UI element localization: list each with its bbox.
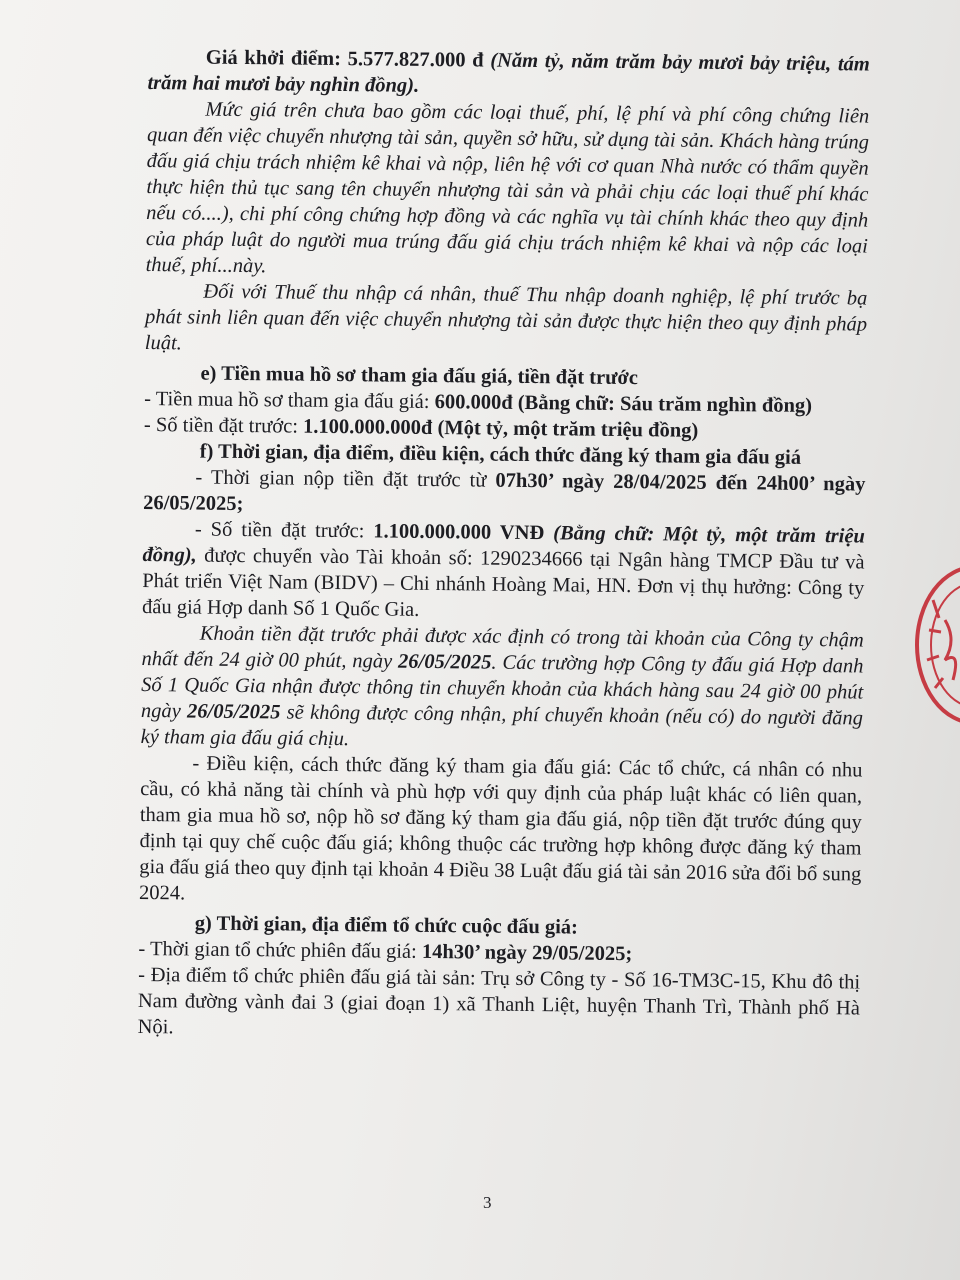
deposit-note-part-3: sẽ không được công nhận, phí chuyển khoản (nếu có) do người đăng ký tham gia đấu giá chịu. [140, 701, 864, 751]
deposit-note-date-1: 26/05/2025 [397, 650, 492, 674]
file-fee-value: 600.000đ (Bằng chữ: Sáu trăm nghìn đồng) [434, 391, 813, 417]
auction-time-value: 14h30’ ngày 29/05/2025; [421, 940, 633, 966]
auction-time-label: - Thời gian tổ chức phiên đấu giá: [138, 937, 417, 963]
auction-place-line: - Địa điểm tổ chức phiên đấu giá tài sản: Trụ sở Công ty - Số 16-TM3C-15, Khu đô thị Nam đường vành đai 3 (giai đoạn 1) xã Thanh Liệt, huyện Thanh Trì, Thành phố Hà Nội. [137, 963, 861, 1039]
deposit-note-part-2: . Các trường hợp Công ty đấu giá Hợp danh Số 1 Quốc Gia nhận được thông tin chuyển khoản của khách hàng sau 24 giờ 00 phút ngày [140, 651, 864, 723]
tax-paragraph [146, 96, 870, 286]
deposit-account-paragraph [142, 516, 865, 628]
deposit-account-details: được chuyển vào Tài khoản số: 1290234666 tại Ngân hàng TMCP Đầu tư và Phát triển Việt Nam (BIDV) – Chi nhánh Hoàng Mai, HN. Đơn vị thụ hưởng: Công ty đấu giá Hợp danh Số 1 Quốc Gia. [141, 544, 865, 621]
deposit-time-paragraph [143, 464, 866, 524]
start-price-label: Giá khởi điểm: [205, 46, 342, 71]
deposit-account-label: - Số tiền đặt trước: [194, 518, 365, 543]
deposit-label: - Số tiền đặt trước: [143, 413, 299, 438]
section-f-heading: f) Thời gian, địa điểm, điều kiện, cách thức đăng ký tham gia đấu giá [199, 440, 802, 469]
page-number: 3 [483, 1193, 492, 1212]
deposit-note-part-1: Khoản tiền đặt trước phải được xác định có trong tài khoản của Công ty chậm nhất đến 24 giờ 00 phút, ngày [141, 622, 864, 673]
document-body [138, 40, 870, 1048]
deposit-note-paragraph [141, 620, 864, 758]
deposit-account-amount: 1.100.000.000 VNĐ [373, 520, 545, 545]
section-g-heading: g) Thời gian, địa điểm tổ chức cuộc đấu giá: [194, 912, 579, 939]
deposit-time-label: - Thời gian nộp tiền đặt trước từ [195, 466, 487, 492]
deposit-value: 1.100.000.000đ (Một tỷ, một trăm triệu đồng) [303, 415, 699, 442]
start-price-amount: 5.577.827.000 đ [347, 48, 484, 72]
income-tax-text: Đối với Thuế thu nhập cá nhân, thuế Thu nhập doanh nghiệp, lệ phí trước bạ phát sinh liên quan đến việc chuyển nhượng tài sản được thực hiện theo quy định pháp luật. [144, 280, 868, 355]
income-tax-paragraph [145, 278, 868, 364]
red-seal-stamp [905, 560, 960, 730]
tax-text: Mức giá trên chưa bao gồm các loại thuế, phí, lệ phí và phí công chứng liên quan đến việc chuyển nhượng tài sản, quyền sở hữu, sử dụng tài sản. Khách hàng trúng đấu giá chịu trách nhiệm kê khai và nộp, liên hệ với cơ quan Nhà nước có thẩm quyền thực hiện thủ tục sang tên chuyển nhượng tài sản và phải chịu các loại thuế phí khác nếu có....), chi phí công chứng hợp đồng và các nghĩa vụ tài chính khác theo quy định của pháp luật do người mua trúng đấu giá chịu trách nhiệm kê khai và nộp các loại thuế, phí...này. [145, 98, 870, 278]
start-price-paragraph [147, 44, 870, 104]
section-e-heading: e) Tiền mua hồ sơ tham gia đấu giá, tiền đặt trước [200, 362, 639, 390]
deposit-time-value: 07h30’ ngày 28/04/2025 đến 24h00’ ngày 26/05/2025; [143, 469, 866, 516]
file-fee-label: - Tiền mua hồ sơ tham gia đấu giá: [144, 387, 430, 413]
start-price-words: (Năm tỷ, năm trăm bảy mươi bảy triệu, tám trăm hai mươi bảy nghìn đồng). [147, 49, 870, 97]
deposit-account-words: (Bằng chữ: Một tỷ, một trăm triệu đồng), [142, 522, 866, 567]
deposit-note-date-2: 26/05/2025 [186, 700, 281, 724]
conditions-paragraph: - Điều kiện, cách thức đăng ký tham gia đấu giá: Các tổ chức, cá nhân có nhu cầu, có khả năng tài chính và phù hợp với quy định của pháp luật khác có liên quan, tham gia mua hồ sơ, nộp hồ sơ đăng ký tham gia đấu giá, nộp tiền đặt trước đúng quy định tại quy chế cuộc đấu giá; không thuộc các trường hợp không được đăng ký tham gia đấu giá theo quy định tại khoản 4 Điều 38 Luật đấu giá tài sản 2016 sửa đổi bổ sung 2024. [138, 752, 863, 905]
